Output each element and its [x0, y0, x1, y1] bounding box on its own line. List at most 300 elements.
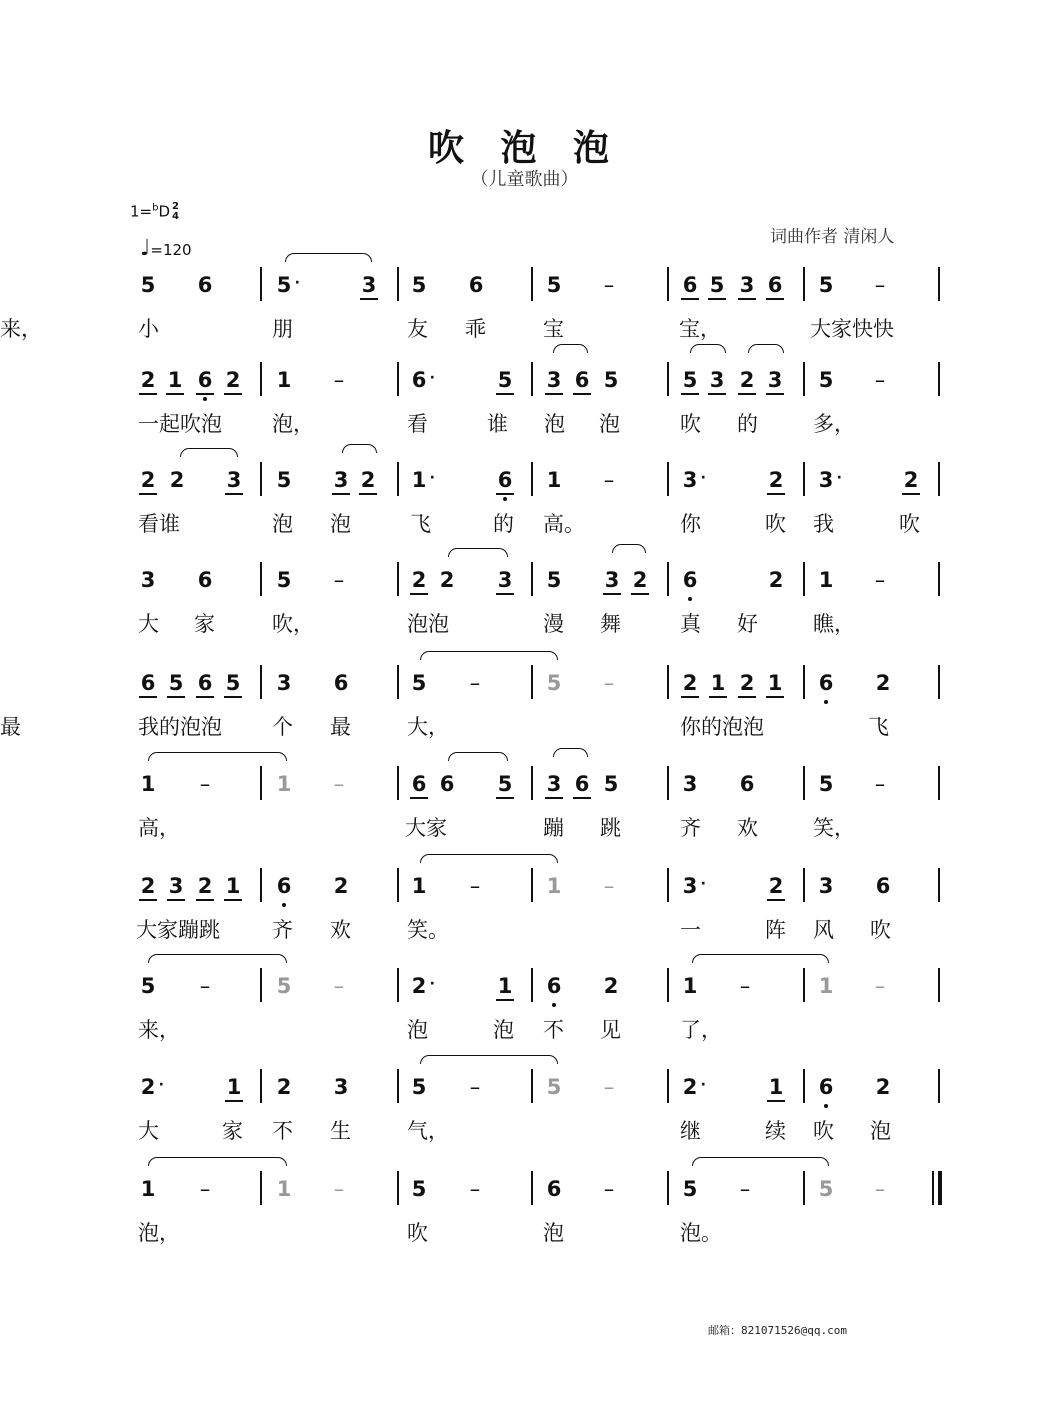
note: 1 — [709, 671, 727, 695]
note: 1 — [140, 1177, 156, 1201]
tie-arc — [420, 1055, 558, 1064]
bar-line — [803, 1171, 805, 1205]
note: 6 — [410, 772, 428, 796]
lyric: 舞 — [600, 612, 621, 636]
note: 1 — [496, 974, 514, 998]
lyric: 最 — [330, 715, 351, 739]
note: 6 — [817, 1075, 835, 1099]
lyric: 一起吹泡 — [138, 412, 222, 436]
lyric: 大家快快 — [810, 317, 894, 341]
tie-arc — [692, 1157, 829, 1166]
note: 6 — [139, 671, 157, 695]
bar-line — [260, 868, 262, 902]
bar-line — [260, 1069, 262, 1103]
song-subtitle: （儿童歌曲） — [470, 169, 579, 190]
note: 2 — [603, 974, 619, 998]
note: 5 — [411, 1177, 427, 1201]
lyric: 泡 — [599, 412, 620, 436]
note: 3 — [545, 368, 563, 392]
lyric: 吹 — [407, 1221, 428, 1245]
extension-dash: – — [469, 1075, 481, 1099]
note: 5 — [546, 273, 562, 297]
lyric: 继 — [680, 1119, 701, 1143]
bar-line — [803, 665, 805, 699]
bar-line — [260, 462, 262, 496]
bar-line — [667, 362, 669, 396]
tie-arc — [420, 651, 558, 660]
bar-line — [531, 267, 533, 301]
tie-arc — [180, 448, 238, 457]
lyric: 续 — [765, 1119, 786, 1143]
note: 5 — [603, 368, 619, 392]
note: 1 — [224, 874, 242, 898]
note: 5 — [167, 671, 185, 695]
note: 6 — [439, 772, 455, 796]
tie-arc — [748, 344, 784, 353]
note: 5 — [818, 1177, 834, 1201]
lyric: 一 — [680, 918, 701, 942]
note: 3 — [276, 671, 292, 695]
lyric: 乖 — [465, 317, 486, 341]
tie-arc — [553, 748, 588, 757]
tie-arc — [553, 344, 588, 353]
extension-dash: – — [199, 974, 211, 998]
time-signature: 2 4 — [172, 201, 180, 222]
lyric: 泡 — [543, 1221, 564, 1245]
lyric: 友 — [407, 317, 428, 341]
bar-line — [803, 267, 805, 301]
bar-line — [531, 1171, 533, 1205]
lyric: 笑。 — [407, 918, 449, 942]
note: 6 — [196, 671, 214, 695]
lyric: 生 — [330, 1119, 351, 1143]
note: 3 — [225, 468, 243, 492]
note: 3 — [332, 468, 350, 492]
bar-line — [667, 665, 669, 699]
tie-arc — [342, 444, 377, 453]
note: 5 — [818, 772, 834, 796]
lyric: 吹 — [870, 918, 891, 942]
note: 6 — [546, 1177, 562, 1201]
lyric: 吹 — [899, 512, 920, 536]
note: 6 — [545, 974, 563, 998]
note: 1 — [411, 874, 427, 898]
bar-line — [397, 562, 399, 596]
note: 6 — [333, 671, 349, 695]
bar-line — [260, 562, 262, 596]
lyric: 大 — [138, 612, 159, 636]
bar-line — [938, 1069, 940, 1103]
note: 2 — [139, 468, 157, 492]
note: 6 — [197, 273, 213, 297]
bar-line — [397, 766, 399, 800]
lyric: 了， — [680, 1018, 722, 1042]
lyric: 吹 — [680, 412, 701, 436]
tie-arc — [612, 544, 646, 553]
extension-dash: – — [333, 568, 345, 592]
bar-line — [938, 362, 940, 396]
bar-line — [803, 362, 805, 396]
lyric: 见 — [600, 1018, 621, 1042]
note: 2 — [875, 671, 891, 695]
email-footer: 邮箱：821071526@qq.com — [708, 1324, 847, 1337]
note: 5 — [224, 671, 242, 695]
note: 1 — [767, 1075, 785, 1099]
note: 6 — [681, 568, 699, 592]
bar-line — [667, 766, 669, 800]
bar-line — [667, 562, 669, 596]
lyric: 个 — [272, 715, 293, 739]
bar-line — [531, 665, 533, 699]
lyric: 漫 — [543, 612, 564, 636]
lyric: 高， — [138, 816, 180, 840]
extension-dash: – — [874, 1177, 886, 1201]
note: 5 — [276, 568, 292, 592]
note: 3 — [545, 772, 563, 796]
lyric: 的 — [493, 512, 514, 536]
note: 2 — [768, 568, 784, 592]
bar-line — [531, 868, 533, 902]
note: 1 — [682, 974, 698, 998]
tie-arc — [690, 344, 726, 353]
bar-line — [397, 868, 399, 902]
note: 2 — [333, 874, 349, 898]
lyric: 吹 — [813, 1119, 834, 1143]
note: 3 — [603, 568, 621, 592]
note: 2 — [139, 874, 157, 898]
bar-line — [397, 968, 399, 1002]
note: 6 — [766, 273, 784, 297]
lyric: 谁 — [487, 412, 508, 436]
extension-dash: – — [739, 974, 751, 998]
bar-line — [260, 665, 262, 699]
lyric: 泡 — [493, 1018, 514, 1042]
lyric: 的 — [737, 412, 758, 436]
note: 3 · — [682, 874, 706, 898]
extension-dash: – — [874, 368, 886, 392]
extension-dash: – — [333, 772, 345, 796]
bar-line — [397, 1069, 399, 1103]
lyric: 不 — [272, 1119, 293, 1143]
note: 5 — [496, 772, 514, 796]
tie-arc — [285, 253, 372, 262]
lyric: 大家 — [405, 816, 447, 840]
lyric: 泡。 — [680, 1221, 722, 1245]
bar-line — [667, 868, 669, 902]
note: 2 — [439, 568, 455, 592]
note: 2 — [359, 468, 377, 492]
note: 5 — [603, 772, 619, 796]
note: 3 — [682, 772, 698, 796]
note: 2 — [196, 874, 214, 898]
note: 2 · — [140, 1075, 164, 1099]
tie-arc — [448, 548, 508, 557]
lyric: 泡， — [272, 412, 314, 436]
note: 1 — [225, 1075, 243, 1099]
note: 5 — [411, 273, 427, 297]
note: 1 — [276, 368, 292, 392]
extension-dash: – — [874, 568, 886, 592]
bar-line — [667, 968, 669, 1002]
song-title: 吹 泡 泡 — [427, 127, 622, 169]
extension-dash: – — [603, 273, 615, 297]
lyric: 笑， — [813, 816, 855, 840]
note: 5 — [546, 568, 562, 592]
note: 3 — [333, 1075, 349, 1099]
bar-line — [531, 766, 533, 800]
lyric: 看谁 — [138, 512, 180, 536]
note: 1 — [818, 568, 834, 592]
note: 6 — [817, 671, 835, 695]
note: 6 — [275, 874, 293, 898]
lyric: 泡， — [138, 1221, 180, 1245]
bar-line — [531, 968, 533, 1002]
note: 5 · — [276, 273, 300, 297]
bar-line — [260, 1171, 262, 1205]
bar-line — [938, 766, 940, 800]
bar-line — [938, 968, 940, 1002]
lyric: 泡 — [870, 1119, 891, 1143]
note: 2 — [875, 1075, 891, 1099]
note: 5 — [496, 368, 514, 392]
note: 3 — [140, 568, 156, 592]
note: 5 — [411, 671, 427, 695]
note: 5 — [708, 273, 726, 297]
extension-dash: – — [199, 1177, 211, 1201]
note: 5 — [818, 368, 834, 392]
note: 6 — [196, 368, 214, 392]
bar-line — [531, 562, 533, 596]
lyric: 看 — [407, 412, 428, 436]
lyric: 瞧， — [813, 612, 855, 636]
bar-line — [938, 868, 940, 902]
extension-dash: – — [333, 1177, 345, 1201]
extension-dash: – — [874, 974, 886, 998]
note: 6 — [875, 874, 891, 898]
tie-arc — [448, 752, 508, 761]
bar-line — [667, 267, 669, 301]
extension-dash: – — [739, 1177, 751, 1201]
lyric: 你的泡泡 — [680, 715, 764, 739]
lyric: 蹦 — [543, 816, 564, 840]
lyric: 大 — [138, 1119, 159, 1143]
lyric: 家 — [194, 612, 215, 636]
bar-line — [531, 362, 533, 396]
note: 3 — [766, 368, 784, 392]
extension-dash: – — [333, 368, 345, 392]
bar-line — [938, 1171, 942, 1205]
note: 6 — [496, 468, 514, 492]
lyric: 欢 — [330, 918, 351, 942]
note: 2 — [139, 368, 157, 392]
extension-dash: – — [469, 1177, 481, 1201]
lyric: 阵 — [765, 918, 786, 942]
bar-line — [803, 562, 805, 596]
final-bar-line — [932, 1171, 934, 1205]
composer-credit: 词曲作者 清闲人 — [770, 227, 895, 247]
note: 1 — [766, 671, 784, 695]
lyric: 高。 — [543, 512, 585, 536]
lyric: 气， — [407, 1119, 449, 1143]
bar-line — [397, 267, 399, 301]
note: 2 — [410, 568, 428, 592]
lyric: 泡泡 — [407, 612, 449, 636]
bar-line — [397, 362, 399, 396]
note: 1 — [276, 772, 292, 796]
extension-dash: – — [333, 974, 345, 998]
extension-dash: – — [874, 772, 886, 796]
lyric: 飞 — [868, 715, 889, 739]
note: 2 · — [411, 974, 435, 998]
bar-line — [397, 665, 399, 699]
note: 3 — [738, 273, 756, 297]
extension-dash: – — [469, 671, 481, 695]
lyric: 我 — [813, 512, 834, 536]
note: 2 — [169, 468, 185, 492]
note: 3 — [360, 273, 378, 297]
bar-line — [667, 462, 669, 496]
extension-dash: – — [469, 874, 481, 898]
note: 6 · — [411, 368, 435, 392]
note: 1 — [276, 1177, 292, 1201]
bar-line — [938, 267, 940, 301]
note: 5 — [140, 273, 156, 297]
note: 1 — [818, 974, 834, 998]
note: 5 — [276, 974, 292, 998]
note: 1 — [546, 468, 562, 492]
lyric: 你 — [680, 512, 701, 536]
lyric: 小 — [138, 317, 159, 341]
lyric: 大家蹦跳 — [136, 918, 220, 942]
note: 3 — [708, 368, 726, 392]
lyric: 家 — [222, 1119, 243, 1143]
bar-line — [803, 1069, 805, 1103]
bar-line — [260, 267, 262, 301]
note: 1 — [166, 368, 184, 392]
note: 2 · — [682, 1075, 706, 1099]
tie-arc — [148, 954, 287, 963]
lyric: 朋 — [272, 317, 293, 341]
key-signature: 1=$^b$D 2 4 — [130, 201, 180, 222]
lyric: 宝 — [543, 317, 564, 341]
note: 1 — [546, 874, 562, 898]
note: 5 — [818, 273, 834, 297]
extension-dash: – — [199, 772, 211, 796]
extension-dash: – — [603, 1075, 615, 1099]
lyric: 多， — [813, 412, 855, 436]
lyric: 泡 — [330, 512, 351, 536]
note: 2 — [767, 468, 785, 492]
bar-line — [938, 562, 940, 596]
lyric: 真 — [680, 612, 701, 636]
note: 5 — [140, 974, 156, 998]
lyric: 宝， — [679, 317, 721, 341]
lyric: 来， — [138, 1018, 180, 1042]
lyric: 好 — [737, 612, 758, 636]
note: 5 — [682, 1177, 698, 1201]
lyric: 最 — [0, 715, 21, 739]
note: 3 · — [682, 468, 706, 492]
note: 5 — [546, 1075, 562, 1099]
lyric: 不 — [543, 1018, 564, 1042]
lyric: 泡 — [407, 1018, 428, 1042]
bar-line — [803, 868, 805, 902]
note: 2 — [767, 874, 785, 898]
note: 3 — [496, 568, 514, 592]
bar-line — [260, 968, 262, 1002]
lyric: 欢 — [737, 816, 758, 840]
extension-dash: – — [603, 671, 615, 695]
extension-dash: – — [603, 1177, 615, 1201]
bar-line — [938, 665, 940, 699]
tie-arc — [148, 1157, 287, 1166]
note: 2 — [276, 1075, 292, 1099]
note: 2 — [738, 368, 756, 392]
lyric: 跳 — [600, 816, 621, 840]
bar-line — [938, 462, 940, 496]
lyric: 齐 — [680, 816, 701, 840]
lyric: 泡 — [544, 412, 565, 436]
lyric: 吹， — [272, 612, 314, 636]
tempo-marking: ♩=120 — [140, 236, 192, 261]
tie-arc — [692, 954, 829, 963]
bar-line — [531, 462, 533, 496]
note: 2 — [681, 671, 699, 695]
note: 2 — [631, 568, 649, 592]
note: 6 — [468, 273, 484, 297]
note: 5 — [276, 468, 292, 492]
note: 6 — [681, 273, 699, 297]
note: 6 — [197, 568, 213, 592]
note: 5 — [546, 671, 562, 695]
note: 2 — [738, 671, 756, 695]
bar-line — [260, 362, 262, 396]
tie-arc — [148, 752, 287, 761]
lyric: 来， — [0, 317, 42, 341]
extension-dash: – — [603, 874, 615, 898]
note: 6 — [739, 772, 755, 796]
extension-dash: – — [874, 273, 886, 297]
bar-line — [667, 1171, 669, 1205]
note: 5 — [411, 1075, 427, 1099]
note: 6 — [573, 368, 591, 392]
note: 2 — [224, 368, 242, 392]
bar-line — [531, 1069, 533, 1103]
lyric: 风 — [813, 918, 834, 942]
lyric: 我的泡泡 — [138, 715, 222, 739]
note: 5 — [681, 368, 699, 392]
bar-line — [260, 766, 262, 800]
note: 3 — [167, 874, 185, 898]
lyric: 泡 — [272, 512, 293, 536]
lyric: 吹 — [765, 512, 786, 536]
note: 3 · — [818, 468, 842, 492]
note: 2 — [902, 468, 920, 492]
note: 1 — [140, 772, 156, 796]
bar-line — [803, 968, 805, 1002]
note: 3 — [818, 874, 834, 898]
lyric: 齐 — [272, 918, 293, 942]
lyric: 大， — [407, 715, 449, 739]
note: 6 — [573, 772, 591, 796]
bar-line — [397, 1171, 399, 1205]
bar-line — [803, 766, 805, 800]
bar-line — [397, 462, 399, 496]
lyric: 飞 — [410, 512, 431, 536]
bar-line — [667, 1069, 669, 1103]
tie-arc — [420, 854, 558, 863]
bar-line — [803, 462, 805, 496]
